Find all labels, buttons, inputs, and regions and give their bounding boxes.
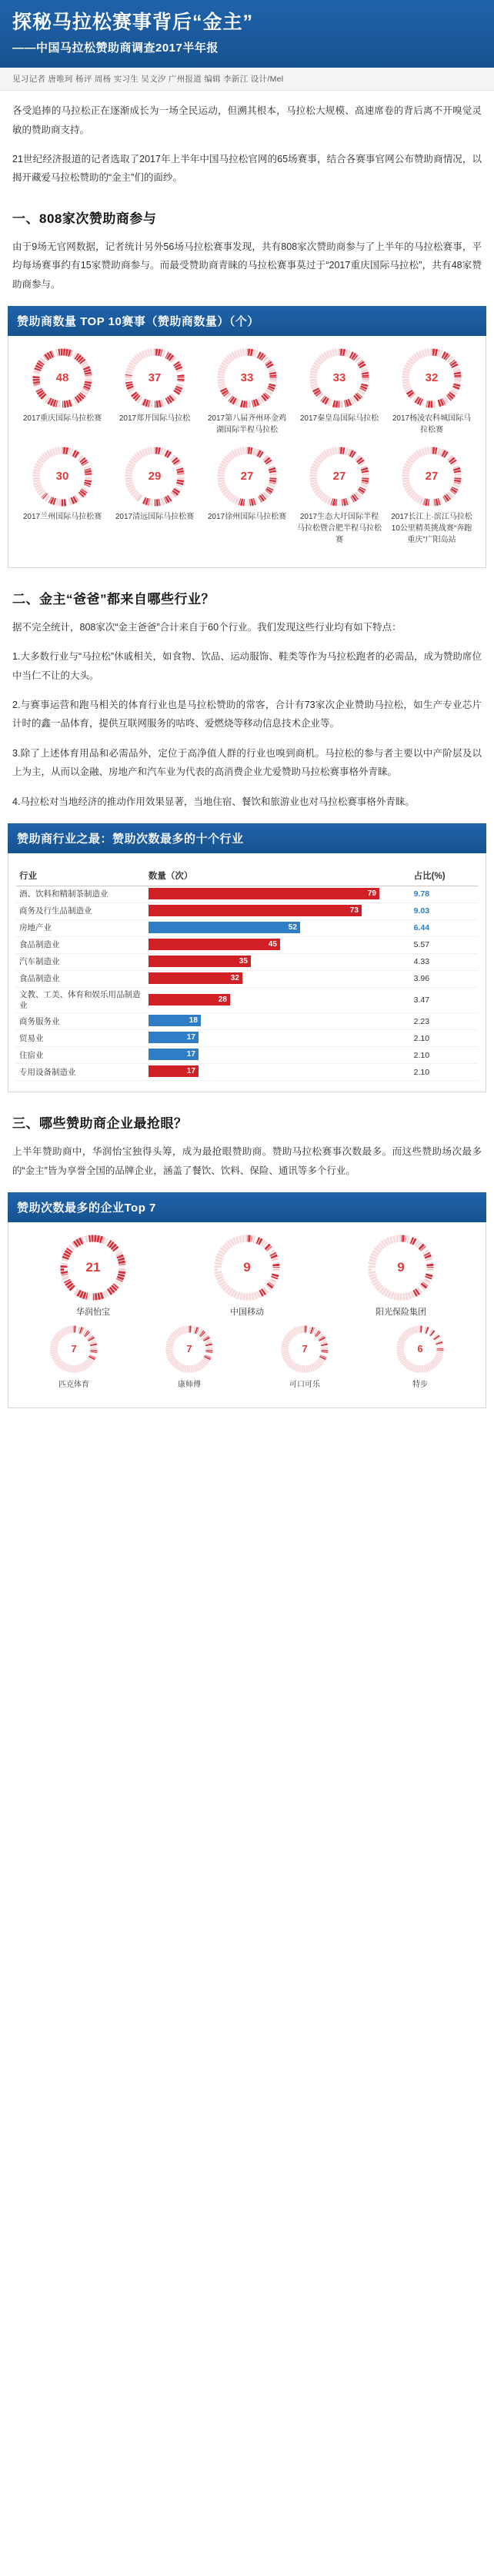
- donut-value: 27: [332, 470, 346, 484]
- donut-value: 32: [425, 371, 439, 385]
- industry-percent: 3.47: [411, 987, 478, 1012]
- donut-value: 29: [148, 470, 162, 484]
- donut-label: 2017长江上·滨江马拉松10公里精英挑战赛“奔跑重庆”广阳岛站: [391, 512, 472, 544]
- donut-item: [368, 1235, 434, 1318]
- table-row: [16, 919, 478, 936]
- section-1-paragraph: 由于9场无官网数据，记者统计另外56场马拉松赛事发现，共有808家次赞助商参与了上半年的马拉松赛事，平均每场赛事约有15家赞助商参与。而最受赞助商青睐的马拉松赛事莫过于“2017重庆国际马拉松”，共有48家赞助商参与。: [12, 241, 482, 290]
- donut-value: 7: [302, 1343, 308, 1355]
- chart-3-title: 赞助次数最多的企业Top 7: [8, 1192, 486, 1222]
- table-row: [16, 970, 478, 987]
- industry-bar-cell: [145, 1013, 411, 1030]
- chart-2-panel: [8, 853, 486, 1092]
- donut-item: [386, 447, 478, 546]
- section-2-paragraph-4: 3.除了上述体育用品和必需品外，定位于高净值人群的行业也嗅到商机。马拉松的参与者主要以中产阶层及以上为主，从而以金融、房地产和汽车业为代表的高消费企业尤爱赞助马拉松赛事格外青睐。: [12, 747, 482, 778]
- donut-chart: [217, 447, 277, 507]
- footer-spacer: [0, 1408, 494, 1424]
- industry-bar-cell: [145, 936, 411, 953]
- industry-bar-cell: [145, 953, 411, 970]
- donut-label: 2017重庆国际马拉松赛: [22, 414, 102, 423]
- industry-bar-value: 17: [186, 1067, 195, 1076]
- donut-chart: [32, 447, 92, 507]
- donut-chart: [402, 348, 462, 408]
- donut-chart: [402, 447, 462, 507]
- donut-label: 2017第八届齐州环金鸡湖国际半程马拉松: [207, 414, 287, 434]
- industry-bar-cell: [145, 902, 411, 919]
- industry-name: 食品制造业: [16, 970, 145, 987]
- industry-name: 贸易业: [16, 1030, 145, 1047]
- donut-chart: [60, 1235, 126, 1301]
- table-row: [16, 1064, 478, 1081]
- donut-value: 21: [85, 1259, 101, 1275]
- table-row: [16, 902, 478, 919]
- col-header-industry: 行业: [16, 866, 145, 886]
- industry-name: 汽车制造业: [16, 953, 145, 970]
- industry-name: 商务服务业: [16, 1013, 145, 1030]
- company-donuts-top: [16, 1235, 478, 1318]
- industry-name: 酒、饮料和精制茶制造业: [16, 886, 145, 902]
- table-body: [16, 886, 478, 1080]
- top10-donut-grid: [16, 348, 478, 557]
- donut-item: [293, 348, 386, 436]
- donut-chart: [309, 447, 369, 507]
- donut-label: 2017清远国际马拉松赛: [115, 512, 195, 521]
- industry-name: 住宿业: [16, 1047, 145, 1064]
- donut-label: 中国移动: [230, 1307, 264, 1317]
- chart-3-panel: [8, 1222, 486, 1408]
- donut-item: [201, 348, 293, 436]
- donut-item: [201, 447, 293, 546]
- intro-paragraph-2: 21世纪经济报道的记者选取了2017年上半年中国马拉松官网的65场赛事，结合各赛事官网公布赞助商情况，以揭开藏爱马拉松赞助的“金主”们的面纱。: [12, 154, 482, 184]
- donut-label: 2017徐州国际马拉松赛: [207, 512, 287, 521]
- donut-chart: [368, 1235, 434, 1301]
- donut-value: 27: [240, 470, 254, 484]
- chart-1-title: 赞助商数量 TOP 10赛事（赞助商数量）（个）: [8, 306, 486, 336]
- donut-label: 特步: [412, 1380, 428, 1389]
- industry-bar-value: 35: [239, 956, 248, 966]
- donut-item: [386, 348, 478, 436]
- page-header: [0, 0, 494, 68]
- donut-chart: [309, 348, 369, 408]
- section-2-paragraph-5: 4.马拉松对当地经济的推动作用效果显著，当地住宿、餐饮和旅游业也对马拉松赛事格外青睐。: [12, 796, 415, 807]
- section-2-paragraph-3: 2.与赛事运营和跑马相关的体育行业也是马拉松赞助的常客，合计有73家次企业赞助马拉松，如生产专业芯片计时的鑫一品体育，提供互联网服务的咕咚、爱燃烧等移动信息技术企业等。: [12, 700, 482, 730]
- table-row: [16, 953, 478, 970]
- donut-label: 阳光保险集团: [376, 1307, 426, 1317]
- industry-name: 食品制造业: [16, 936, 145, 953]
- byline: 见习记者 唐唯珂 杨评 周杨 实习生 吴文汐 广州报道 编辑 李新江 设计/Mel: [0, 68, 494, 91]
- table-header-row: [16, 866, 478, 886]
- industry-bar: [149, 922, 300, 933]
- table-row: [16, 936, 478, 953]
- donut-label: 2017生态大圩国际半程马拉松暨合肥半程马拉松赛: [297, 512, 382, 544]
- section-3-paragraph: 上半年赞助商中，华润怡宝独得头筹，成为最抢眼赞助商。赞助马拉松赛事次数最多。而这些赞助场次最多的“金主”皆为享誉全国的品牌企业，涵盖了餐饮、饮料、保险、通讯等多个行业。: [12, 1146, 482, 1176]
- industry-bar: [149, 972, 242, 984]
- industry-bar: [149, 888, 379, 899]
- industry-bar: [149, 939, 280, 950]
- donut-value: 9: [397, 1259, 405, 1275]
- donut-item: [60, 1235, 126, 1318]
- industry-percent: 6.44: [411, 919, 478, 936]
- donut-label: 2017郑开国际马拉松: [118, 414, 191, 423]
- donut-chart: [165, 1325, 213, 1373]
- donut-value: 37: [148, 371, 162, 385]
- section-3-title: 三、哪些赞助商企业最抢眼？: [12, 1116, 188, 1132]
- industry-bar-value: 45: [268, 939, 277, 949]
- industry-bar-table: [16, 866, 478, 1081]
- col-header-count: 数量（次）: [145, 866, 411, 886]
- industry-percent: 2.10: [411, 1030, 478, 1047]
- industry-percent: 9.03: [411, 902, 478, 919]
- donut-item: [50, 1325, 98, 1389]
- industry-percent: 9.78: [411, 886, 478, 902]
- industry-bar-cell: [145, 919, 411, 936]
- industry-bar: [149, 956, 251, 967]
- industry-name: 文教、工美、体育和娱乐用品制造业: [16, 987, 145, 1012]
- table-row: [16, 1013, 478, 1030]
- col-header-percent: 占比(%): [411, 866, 478, 886]
- donut-chart: [217, 348, 277, 408]
- donut-label: 可口可乐: [289, 1380, 320, 1389]
- industry-bar-cell: [145, 1030, 411, 1047]
- donut-chart: [50, 1325, 98, 1373]
- section-1-title: 一、808家次赞助商参与: [12, 211, 157, 226]
- article-content: [0, 101, 494, 294]
- industry-name: 房地产业: [16, 919, 145, 936]
- industry-bar-value: 17: [186, 1050, 195, 1059]
- industry-bar-cell: [145, 970, 411, 987]
- industry-bar-value: 73: [349, 906, 359, 915]
- industry-bar-cell: [145, 1064, 411, 1081]
- table-row: [16, 987, 478, 1012]
- company-donuts-bottom: [16, 1325, 478, 1389]
- section-2-title: 二、金主“爸爸”都来自哪些行业？: [12, 591, 215, 607]
- donut-value: 9: [243, 1259, 251, 1275]
- donut-item: [16, 348, 108, 436]
- donut-label: 2017杨凌农科城国际马拉松赛: [392, 414, 472, 434]
- donut-chart: [396, 1325, 444, 1373]
- industry-percent: 4.33: [411, 953, 478, 970]
- donut-chart: [32, 348, 92, 408]
- industry-bar: [149, 1015, 201, 1026]
- table-row: [16, 1030, 478, 1047]
- industry-bar-value: 18: [189, 1016, 198, 1025]
- donut-label: 康师傅: [178, 1380, 201, 1389]
- donut-item: [165, 1325, 213, 1389]
- industry-bar-value: 32: [230, 973, 239, 982]
- industry-bar: [149, 1032, 199, 1043]
- industry-bar: [149, 994, 230, 1005]
- donut-chart: [125, 348, 185, 408]
- chart-2-title: 赞助商行业之最：赞助次数最多的十个行业: [8, 823, 486, 853]
- industry-name: 商务及行生品制造业: [16, 902, 145, 919]
- industry-percent: 3.96: [411, 970, 478, 987]
- industry-bar-value: 79: [367, 889, 376, 898]
- industry-bar: [149, 1065, 199, 1077]
- industry-bar-cell: [145, 987, 411, 1012]
- donut-item: [108, 348, 201, 436]
- donut-label: 2017秦皇岛国际马拉松: [299, 414, 379, 423]
- donut-value: 7: [71, 1343, 77, 1355]
- donut-value: 7: [186, 1343, 192, 1355]
- donut-item: [396, 1325, 444, 1389]
- donut-item: [108, 447, 201, 546]
- donut-label: 匹克体育: [58, 1380, 89, 1389]
- donut-value: 30: [55, 470, 69, 484]
- donut-chart: [125, 447, 185, 507]
- donut-label: 华润怡宝: [76, 1307, 110, 1317]
- page-subtitle: ——中国马拉松赞助商调查2017半年报: [12, 42, 219, 55]
- industry-bar: [149, 1049, 199, 1060]
- industry-name: 专用设备制造业: [16, 1064, 145, 1081]
- donut-value: 48: [55, 371, 69, 385]
- donut-value: 27: [425, 470, 439, 484]
- industry-bar-value: 17: [186, 1033, 195, 1042]
- industry-percent: 5.57: [411, 936, 478, 953]
- industry-bar-cell: [145, 1047, 411, 1064]
- industry-percent: 2.10: [411, 1047, 478, 1064]
- donut-value: 6: [417, 1343, 423, 1355]
- industry-bar: [149, 905, 362, 916]
- donut-chart: [281, 1325, 329, 1373]
- section-2-paragraph-1: 据不完全统计，808家次“金主爸爸”合计来自于60个行业。我们发现这些行业均有如下特点：: [12, 621, 402, 633]
- donut-label: 2017兰州国际马拉松赛: [22, 512, 102, 521]
- donut-item: [214, 1235, 280, 1318]
- industry-bar-value: 52: [288, 922, 297, 932]
- table-row: [16, 1047, 478, 1064]
- donut-value: 33: [240, 371, 254, 385]
- intro-paragraph-1: 各受追捧的马拉松正在逐渐成长为一场全民运动，但溯其根本，马拉松大规模、高速席卷的背后离不开嗅觉灵敏的赞助商支持。: [12, 105, 482, 135]
- donut-item: [16, 447, 108, 546]
- donut-item: [293, 447, 386, 546]
- industry-bar-value: 28: [218, 995, 227, 1004]
- donut-item: [281, 1325, 329, 1389]
- chart-1-panel: [8, 336, 486, 568]
- table-row: [16, 886, 478, 902]
- donut-value: 33: [332, 371, 346, 385]
- industry-bar-cell: [145, 886, 411, 902]
- industry-percent: 2.10: [411, 1064, 478, 1081]
- industry-percent: 2.23: [411, 1013, 478, 1030]
- section-2-paragraph-2: 1.大多数行业与“马拉松”休戚相关，如食物、饮品、运动服饰、鞋类等作为马拉松跑者的必需品，成为赞助席位中当仁不让的大头。: [12, 651, 482, 681]
- donut-chart: [214, 1235, 280, 1301]
- page-title: 探秘马拉松赛事背后“金主”: [12, 12, 254, 33]
